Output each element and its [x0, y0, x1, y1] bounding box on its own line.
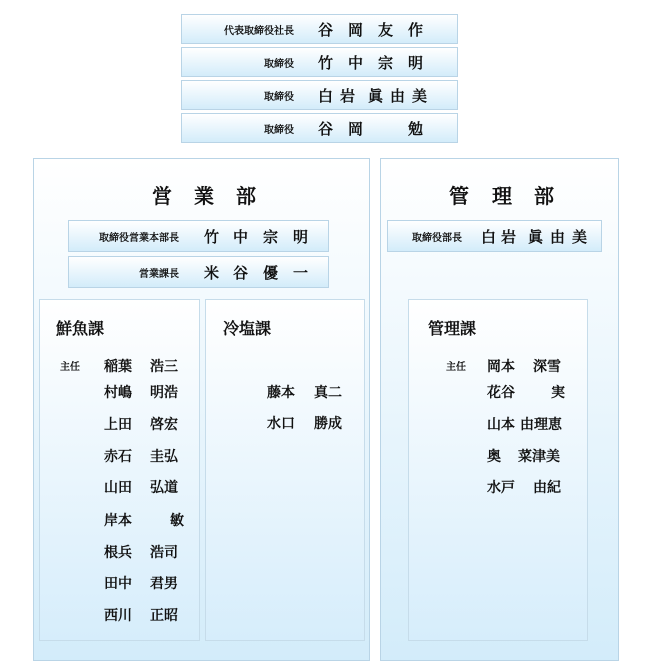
admin-head-name-char: 白	[481, 227, 497, 246]
fish-section-title: 鮮魚課	[56, 319, 105, 338]
executive-name-char: 白	[318, 86, 334, 105]
executive-title: 取締役	[264, 91, 294, 103]
executive-name-char: 友	[378, 20, 394, 39]
member-given: 啓宏	[150, 417, 178, 433]
admin-head-row	[387, 220, 602, 252]
member-surname: 西川	[104, 608, 132, 624]
admin-department	[380, 158, 619, 661]
member-surname: 藤本	[267, 385, 295, 401]
executive-name-char: 眞	[368, 86, 384, 105]
executive-name-char: 美	[412, 86, 428, 105]
admin-head-name-char: 由	[550, 227, 566, 246]
member-surname: 岡本	[487, 359, 515, 375]
executive-name-char: 竹	[318, 53, 334, 72]
sales-head-name-char: 米	[204, 263, 220, 282]
executive-row	[181, 113, 458, 143]
member-given: 正昭	[150, 608, 178, 624]
member-surname: 水戸	[487, 480, 515, 496]
sales-head-name-char: 優	[263, 263, 279, 282]
executive-name-char: 勉	[408, 119, 424, 138]
executive-name-char: 作	[408, 20, 424, 39]
sales-head-row	[68, 256, 329, 288]
member-given: 実	[551, 385, 565, 401]
member-given: 勝成	[314, 416, 342, 432]
sales-head-name-char: 竹	[204, 227, 220, 246]
member-surname: 山本	[487, 417, 515, 433]
admin-head-title: 取締役部長	[412, 232, 462, 244]
member-given: 菜津美	[518, 449, 560, 465]
member-given: 圭弘	[150, 449, 178, 465]
sales-head-name-char: 一	[293, 263, 309, 282]
sales-head-name-char: 谷	[233, 263, 249, 282]
executive-name-char: 岩	[340, 86, 356, 105]
executive-name-char: 岡	[348, 20, 364, 39]
sales-head-name-char: 中	[233, 227, 249, 246]
fish-section	[39, 299, 200, 641]
executive-row	[181, 80, 458, 110]
sales-dept-title-char: 業	[194, 184, 214, 208]
sales-head-title: 営業課長	[139, 268, 179, 280]
sales-head-title: 取締役営業本部長	[99, 232, 179, 244]
sales-head-row	[68, 220, 329, 252]
member-surname: 稲葉	[104, 359, 132, 375]
sales-head-name-char: 明	[293, 227, 309, 246]
admin-head-name-char: 岩	[501, 227, 517, 246]
executive-title: 取締役	[264, 58, 294, 70]
fish-role-label: 主任	[60, 362, 80, 373]
member-given: 浩三	[150, 359, 178, 375]
member-surname: 田中	[104, 576, 132, 592]
member-given: 浩司	[150, 545, 178, 561]
member-given: 真二	[314, 385, 342, 401]
member-given: 由理恵	[520, 417, 562, 433]
member-surname: 水口	[267, 416, 295, 432]
member-surname: 根兵	[104, 545, 132, 561]
sales-dept-title-char: 営	[152, 184, 172, 208]
executive-row	[181, 14, 458, 44]
executive-name-char: 岡	[348, 119, 364, 138]
admin-section-title: 管理課	[428, 319, 477, 338]
member-surname: 村嶋	[104, 385, 132, 401]
member-given: 君男	[150, 576, 178, 592]
executive-name-char: 由	[390, 86, 406, 105]
admin-role-label: 主任	[446, 362, 466, 373]
sales-department	[33, 158, 370, 661]
member-given: 敏	[170, 513, 184, 529]
member-surname: 花谷	[487, 385, 515, 401]
admin-head-name-char: 美	[572, 227, 588, 246]
executive-name-char: 宗	[378, 53, 394, 72]
admin-section	[408, 299, 588, 641]
sales-dept-title-char: 部	[236, 184, 256, 208]
member-given: 弘道	[150, 480, 178, 496]
member-given: 明浩	[150, 385, 178, 401]
executive-name-char: 谷	[318, 119, 334, 138]
admin-dept-title-char: 部	[534, 184, 554, 208]
sales-head-name-char: 宗	[263, 227, 279, 246]
admin-dept-title-char: 理	[492, 184, 512, 208]
executive-name-char: 谷	[318, 20, 334, 39]
executive-name-char: 明	[408, 53, 424, 72]
member-surname: 赤石	[104, 449, 132, 465]
member-given: 深雪	[533, 359, 561, 375]
executive-name-char: 中	[348, 53, 364, 72]
member-surname: 山田	[104, 480, 132, 496]
salt-section	[205, 299, 365, 641]
member-surname: 岸本	[104, 513, 132, 529]
admin-head-name-char: 眞	[528, 227, 544, 246]
executive-row	[181, 47, 458, 77]
admin-dept-title-char: 管	[449, 184, 469, 208]
member-given: 由紀	[533, 480, 561, 496]
member-surname: 奥	[487, 449, 501, 465]
member-surname: 上田	[104, 417, 132, 433]
executive-title: 代表取締役社長	[224, 25, 294, 37]
salt-section-title: 冷塩課	[223, 319, 272, 338]
executive-title: 取締役	[264, 124, 294, 136]
